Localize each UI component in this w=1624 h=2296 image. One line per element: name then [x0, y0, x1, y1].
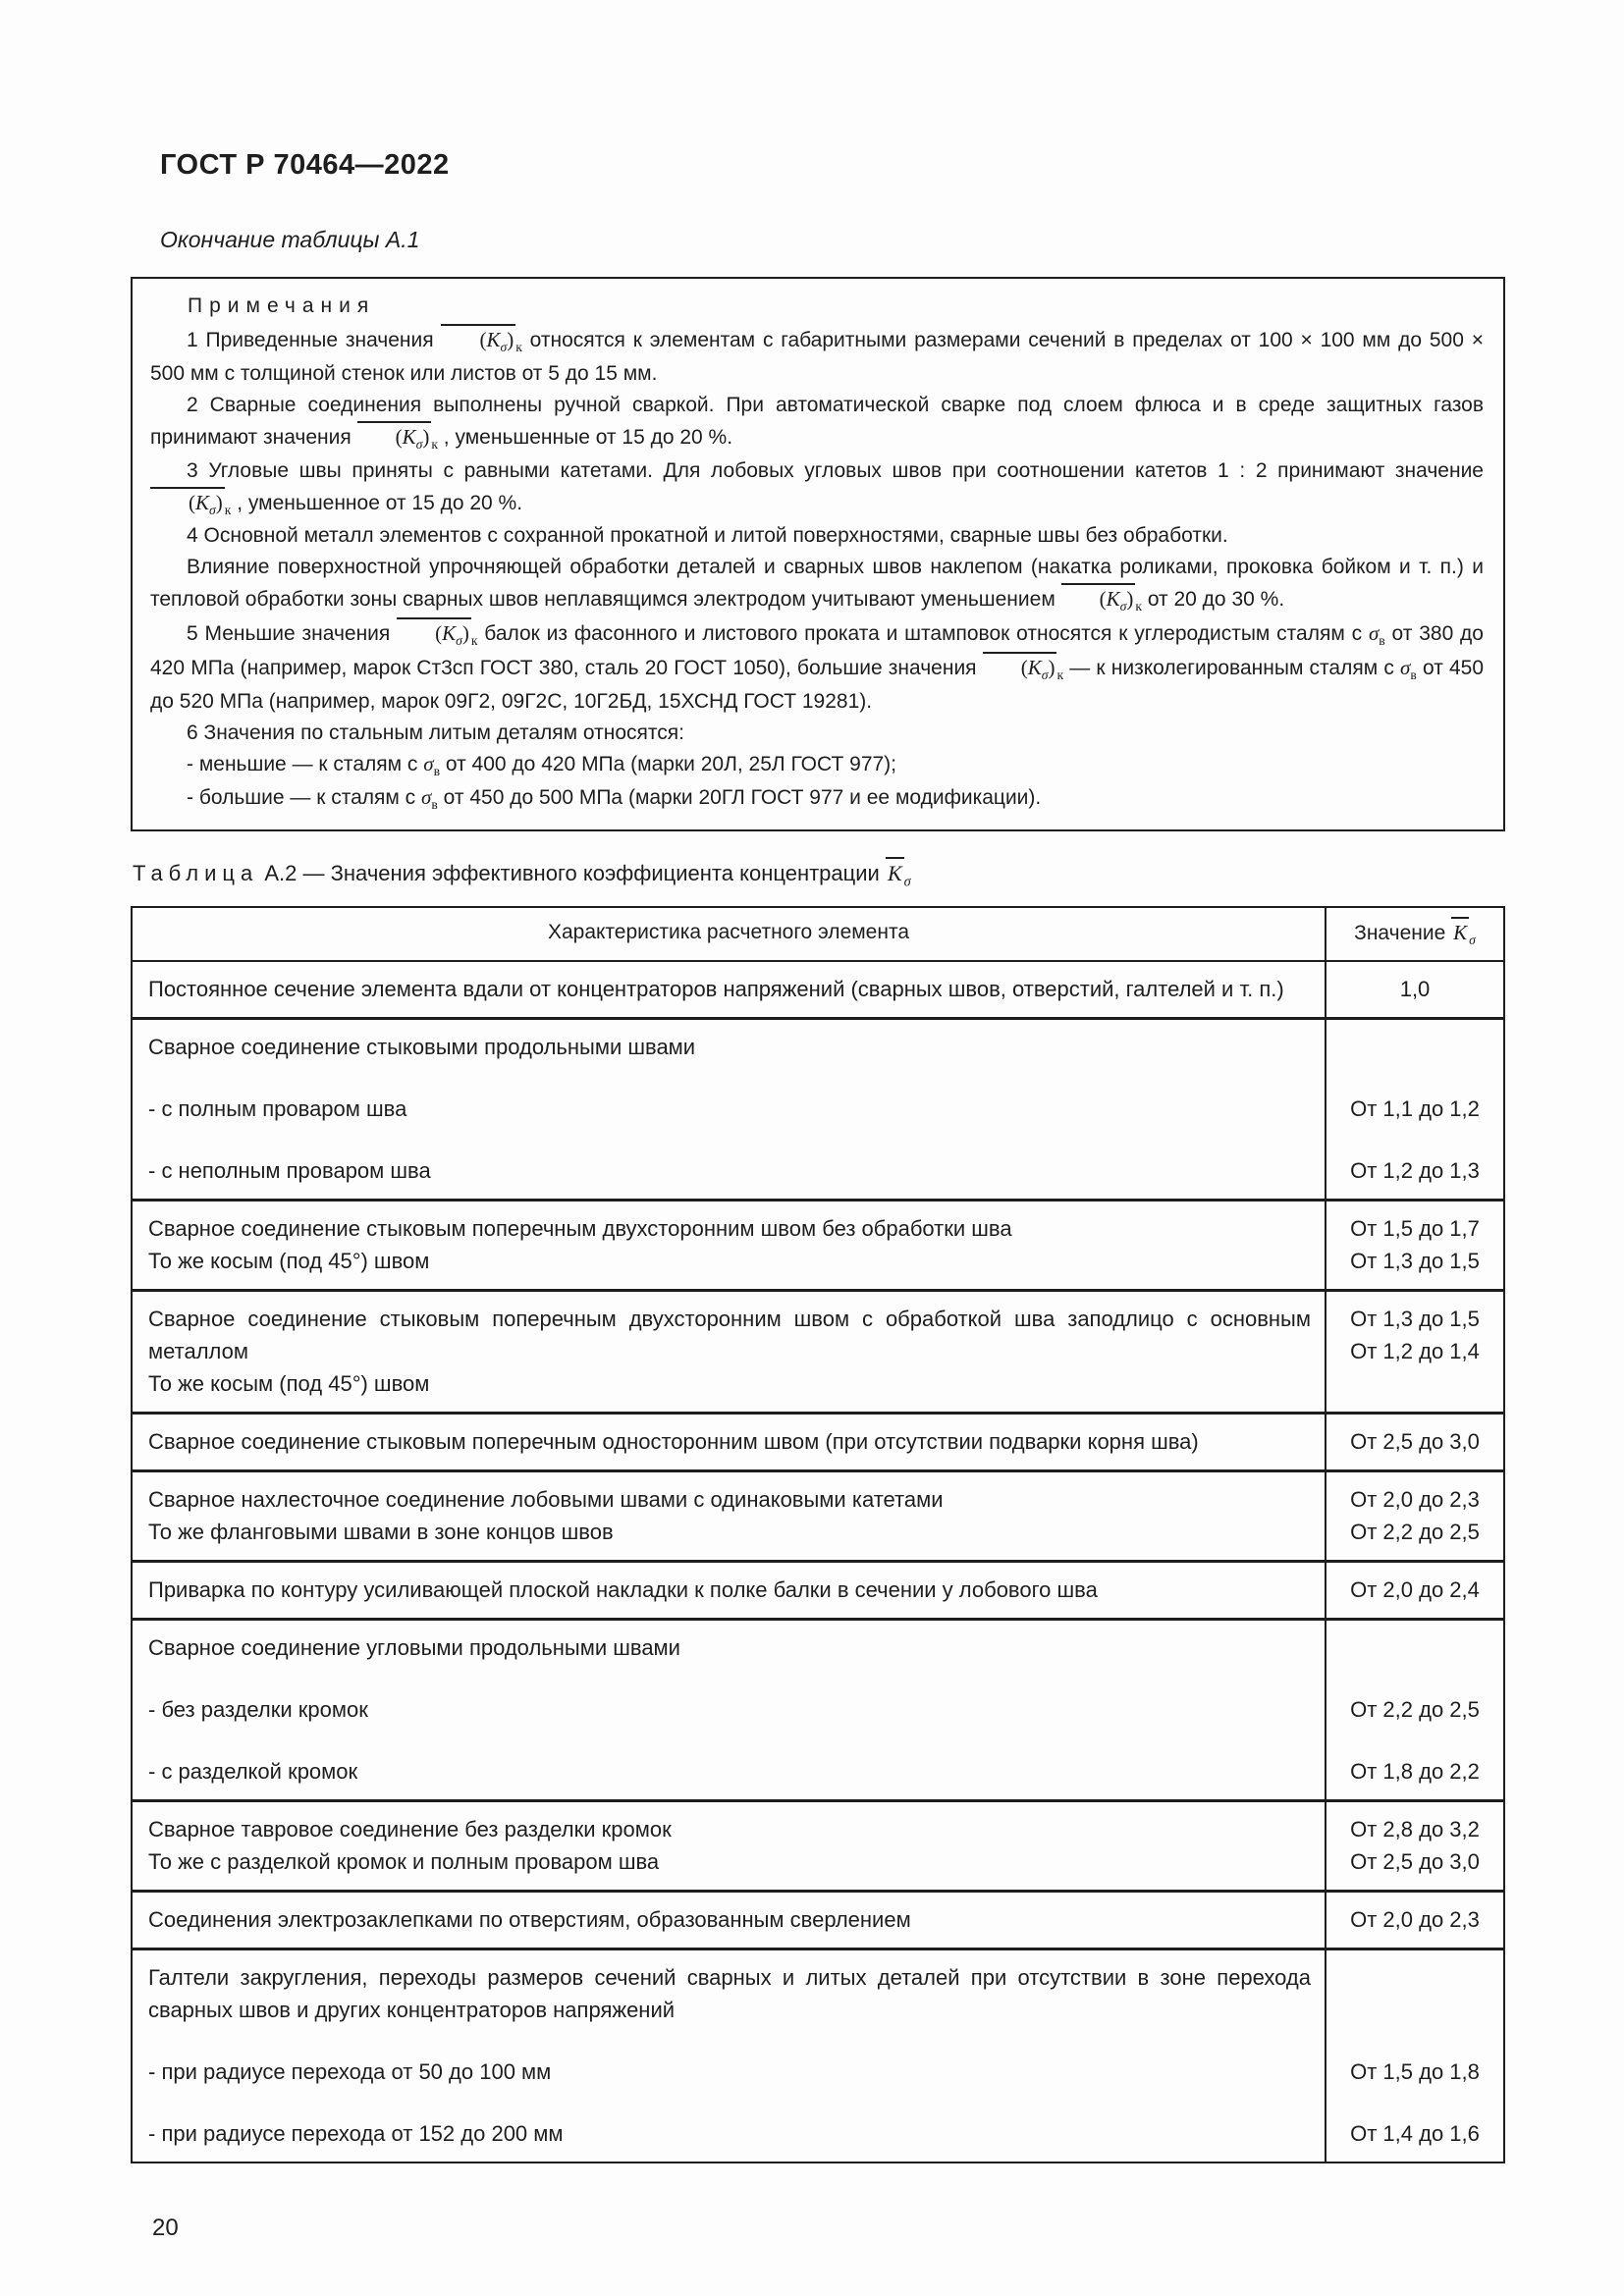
sigma-v-symbol: $\sigma_в$	[423, 751, 441, 779]
cell-characteristic: То же косым (под 45°) швом	[148, 1370, 430, 1396]
table-caption-word: Таблица	[133, 860, 259, 885]
table-row	[133, 1893, 1503, 1950]
column-header-characteristic: Характеристика расчетного элемента	[547, 921, 910, 944]
cell-value	[1325, 2026, 1503, 2056]
table-line	[133, 1292, 1503, 1367]
row-spacer	[133, 1125, 1503, 1154]
row-spacer	[133, 1664, 1503, 1693]
k-sigma-formula: $(K_\sigma)$ $_к$	[1061, 587, 1142, 611]
note-paragraph: 1 Приведенные значения $(K_\sigma)$ $_к$ относятся к элементам с габаритными размерами сечений в пределах от 100 × 100 мм до 500 × 500 мм с толщиной стенок или листов от 5 до 15 мм.	[150, 324, 1484, 390]
cell-characteristic: - без разделки кромок	[148, 1696, 368, 1722]
cell-characteristic: Сварное соединение стыковым поперечным двухсторонним швом с обработкой шва заподлицо с основным металлом	[148, 1306, 1311, 1363]
cell-value	[1325, 1664, 1503, 1693]
cell-characteristic: То же косым (под 45°) швом	[148, 1248, 430, 1273]
row-spacer	[133, 1063, 1503, 1093]
k-sigma-formula: $(K_\sigma)$ $_к$	[397, 621, 477, 645]
cell-characteristic: Сварное тавровое соединение без разделки кромок	[148, 1816, 672, 1842]
value-line: От 1,1 до 1,2	[1350, 1095, 1480, 1121]
sigma-v-symbol: $\sigma_в$	[421, 784, 438, 812]
cell-value	[1325, 1367, 1503, 1412]
cell-characteristic	[133, 1125, 1325, 1154]
table-line	[133, 1621, 1503, 1664]
cell-value	[1325, 1472, 1503, 1516]
k-sigma-formula: $(K_\sigma)$ $_к$	[441, 328, 521, 351]
cell-value	[1325, 1125, 1503, 1154]
cell-value	[1325, 2056, 1503, 2088]
value-line: От 1,5 до 1,7	[1350, 1215, 1480, 1241]
cell-value	[1325, 1621, 1503, 1664]
cell-value	[1325, 1693, 1503, 1726]
value-line: От 1,4 до 1,6	[1350, 2120, 1480, 2146]
note-paragraph: 3 Угловые швы приняты с равными катетами. Для лобовых угловых швов при соотношении катетов 1 : 2 принимают значение $(K_\sigma)$ $_к$ , уменьшенное от 15 до 20 %.	[150, 455, 1484, 521]
row-spacer	[133, 1726, 1503, 1755]
sigma-v-symbol: $\sigma_в$	[1368, 621, 1385, 649]
cell-value	[1325, 1093, 1503, 1125]
table-row	[133, 1415, 1503, 1472]
cell-value	[1325, 1154, 1503, 1199]
table-row	[133, 1292, 1503, 1415]
row-spacer	[133, 2088, 1503, 2117]
notes-box	[131, 277, 1505, 831]
cell-characteristic	[133, 2026, 1325, 2056]
cell-characteristic: Соединения электрозаклепками по отверстиям, образованным сверлением	[148, 1906, 911, 1932]
value-line: От 2,2 до 2,5	[1350, 1519, 1480, 1544]
table-line	[133, 1950, 1503, 2026]
cell-characteristic: - с полным проваром шва	[148, 1095, 407, 1121]
cell-characteristic: Сварное нахлесточное соединение лобовыми швами с одинаковыми катетами	[148, 1486, 944, 1512]
cell-characteristic	[133, 1664, 1325, 1693]
value-line: От 2,0 до 2,3	[1350, 1486, 1480, 1512]
cell-value	[1325, 1950, 1503, 2026]
value-line: От 2,0 до 2,4	[1350, 1576, 1480, 1602]
column-header-value: Значение K $_\sigma$	[1325, 908, 1503, 960]
value-line: От 2,8 до 3,2	[1350, 1816, 1480, 1842]
cell-value	[1325, 1802, 1503, 1845]
cell-characteristic	[133, 2088, 1325, 2117]
cell-characteristic: Постоянное сечение элемента вдали от концентраторов напряжений (сварных швов, отверстий, галтелей и т. п.)	[148, 976, 1284, 1001]
table-line	[133, 1802, 1503, 1845]
value-line: От 1,3 до 1,5	[1350, 1306, 1480, 1331]
value-line: От 2,0 до 2,3	[1350, 1906, 1480, 1932]
cell-value	[1325, 1020, 1503, 1063]
value-line: От 2,2 до 2,5	[1350, 1696, 1480, 1722]
value-line: От 1,3 до 1,5	[1350, 1248, 1480, 1273]
table-line	[133, 1516, 1503, 1560]
k-sigma-formula	[886, 860, 911, 890]
k-sigma-formula: $(K_\sigma)$ $_к$	[150, 491, 231, 514]
value-line: От 1,5 до 1,8	[1350, 2058, 1480, 2084]
cell-value	[1325, 1245, 1503, 1289]
notes-title: Примечания	[188, 294, 376, 317]
cell-value	[1325, 1415, 1503, 1469]
cell-characteristic: Сварное соединение стыковым поперечным двухсторонним швом без обработки шва	[148, 1215, 1012, 1241]
table-line	[133, 1563, 1503, 1618]
table-line	[133, 2056, 1503, 2088]
table-line	[133, 1472, 1503, 1516]
table-header-row	[133, 908, 1503, 962]
cell-characteristic: То же фланговыми швами в зоне концов швов	[148, 1519, 614, 1544]
note-paragraph: 5 Меньшие значения $(K_\sigma)$ $_к$ балок из фасонного и листового проката и штамповок относятся к углеродистым сталям с $\sigma_в$ от 380 до 420 МПа (например, марок Ст3сп ГОСТ 380, сталь 20 ГОСТ 1050), большие значения $(K_\sigma)$ $_к$ — к низколегированным сталям с $\sigma_в$ от 450 до 520 МПа (например, марок 09Г2, 09Г2С, 10Г2БД, 15ХСНД ГОСТ 19281).	[150, 617, 1484, 718]
table-row	[133, 1563, 1503, 1621]
cell-value	[1325, 2088, 1503, 2117]
cell-characteristic: То же с разделкой кромок и полным проваром шва	[148, 1848, 660, 1874]
table-line	[133, 1845, 1503, 1890]
cell-value	[1325, 1516, 1503, 1560]
k-sigma-formula: $(K_\sigma)$ $_к$	[983, 656, 1063, 679]
document-header: ГОСТ Р 70464—2022	[160, 149, 450, 181]
cell-value	[1325, 962, 1503, 1017]
cell-characteristic: - при радиусе перехода от 50 до 100 мм	[148, 2058, 552, 2084]
table-line	[133, 2117, 1503, 2162]
note-paragraph: 2 Сварные соединения выполнены ручной сваркой. При автоматической сварке под слоем флюса и в среде защитных газов принимают значения $(K_\sigma)$ $_к$ , уменьшенные от 15 до 20 %.	[150, 393, 1484, 452]
value-line: От 1,2 до 1,3	[1350, 1157, 1480, 1183]
notes-list	[150, 324, 1484, 816]
table-line	[133, 1415, 1503, 1469]
table-body	[133, 962, 1503, 2162]
note-paragraph: - большие — к сталям с $\sigma_в$ от 450 до 500 МПа (марки 20ГЛ ГОСТ 977 и ее модификации).	[187, 784, 1042, 812]
table-line	[133, 1093, 1503, 1125]
page-number: 20	[152, 2214, 179, 2241]
cell-characteristic: Сварное соединение стыковыми продольными швами	[148, 1034, 696, 1059]
note-paragraph: - меньшие — к сталям с $\sigma_в$ от 400 до 420 МПа (марки 20Л, 25Л ГОСТ 977);	[187, 751, 897, 779]
table-caption	[133, 857, 1505, 890]
table-line	[133, 1893, 1503, 1948]
table-row	[133, 962, 1503, 1020]
cell-characteristic: - при радиусе перехода от 152 до 200 мм	[148, 2120, 564, 2146]
table-row	[133, 1201, 1503, 1292]
page-content	[131, 0, 1505, 2242]
value-line: От 1,8 до 2,2	[1350, 1758, 1480, 1784]
table-row	[133, 1020, 1503, 1201]
k-sigma-formula: $(K_\sigma)$ $_к$	[357, 425, 438, 449]
cell-value	[1325, 2117, 1503, 2162]
note-paragraph: 4 Основной металл элементов с сохранной прокатной и литой поверхностями, сварные швы без обработки.	[187, 524, 1228, 548]
table-line	[133, 1201, 1503, 1245]
table-row	[133, 1472, 1503, 1563]
row-spacer	[133, 2026, 1503, 2056]
k-sigma-formula	[1451, 921, 1476, 948]
k-sigma-formula: K $_\sigma$	[1451, 921, 1476, 944]
note-paragraph: Влияние поверхностной упрочняющей обработки деталей и сварных швов наклепом (накатка роликами, проковка бойком и т. п.) и тепловой обработки зоны сварных швов неплавящимся электродом учитывают уменьшением $(K_\sigma)$ $_к$ от 20 до 30 %.	[150, 556, 1484, 614]
cell-value	[1325, 1292, 1503, 1367]
cell-characteristic: Сварное соединение стыковым поперечным односторонним швом (при отсутствии подварки корня шва)	[148, 1428, 1199, 1454]
table-caption-text: А.2 — Значения эффективного коэффициента концентрации	[258, 860, 886, 885]
cell-value	[1325, 1755, 1503, 1799]
value-line: 1,0	[1399, 976, 1431, 1001]
table-line	[133, 1755, 1503, 1799]
cell-characteristic	[133, 1063, 1325, 1093]
cell-characteristic: Приварка по контуру усиливающей плоской накладки к полке балки в сечении у лобового шва	[148, 1576, 1098, 1602]
table-line	[133, 1020, 1503, 1063]
cell-characteristic: - с разделкой кромок	[148, 1758, 358, 1784]
cell-value	[1325, 1563, 1503, 1618]
value-line: От 2,5 до 3,0	[1350, 1848, 1480, 1874]
value-line: От 2,5 до 3,0	[1350, 1428, 1480, 1454]
table-row	[133, 1802, 1503, 1893]
table-line	[133, 1367, 1503, 1412]
sigma-v-symbol: $\sigma_в$	[1400, 656, 1417, 683]
table-line	[133, 1245, 1503, 1289]
cell-value	[1325, 1063, 1503, 1093]
data-table	[131, 906, 1505, 2163]
cell-value	[1325, 1893, 1503, 1948]
cell-value	[1325, 1201, 1503, 1245]
cell-characteristic: Галтели закругления, переходы размеров сечений сварных и литых деталей при отсутствии в зоне перехода сварных швов и других концентраторов напряжений	[148, 1964, 1311, 2022]
note-paragraph: 6 Значения по стальным литым деталям относятся:	[187, 721, 685, 744]
table-line	[133, 1154, 1503, 1199]
table-row	[133, 1621, 1503, 1802]
table-line	[133, 1693, 1503, 1726]
cell-characteristic: - с неполным проваром шва	[148, 1157, 431, 1183]
cell-characteristic: Сварное соединение угловыми продольными швами	[148, 1634, 680, 1660]
k-sigma-formula: K $_\sigma$	[886, 861, 911, 885]
table-line	[133, 962, 1503, 1017]
cell-value	[1325, 1845, 1503, 1890]
table-continuation-caption: Окончание таблицы А.1	[160, 227, 420, 252]
cell-characteristic	[133, 1726, 1325, 1755]
cell-value	[1325, 1726, 1503, 1755]
table-row	[133, 1950, 1503, 2162]
value-line: От 1,2 до 1,4	[1350, 1338, 1480, 1363]
